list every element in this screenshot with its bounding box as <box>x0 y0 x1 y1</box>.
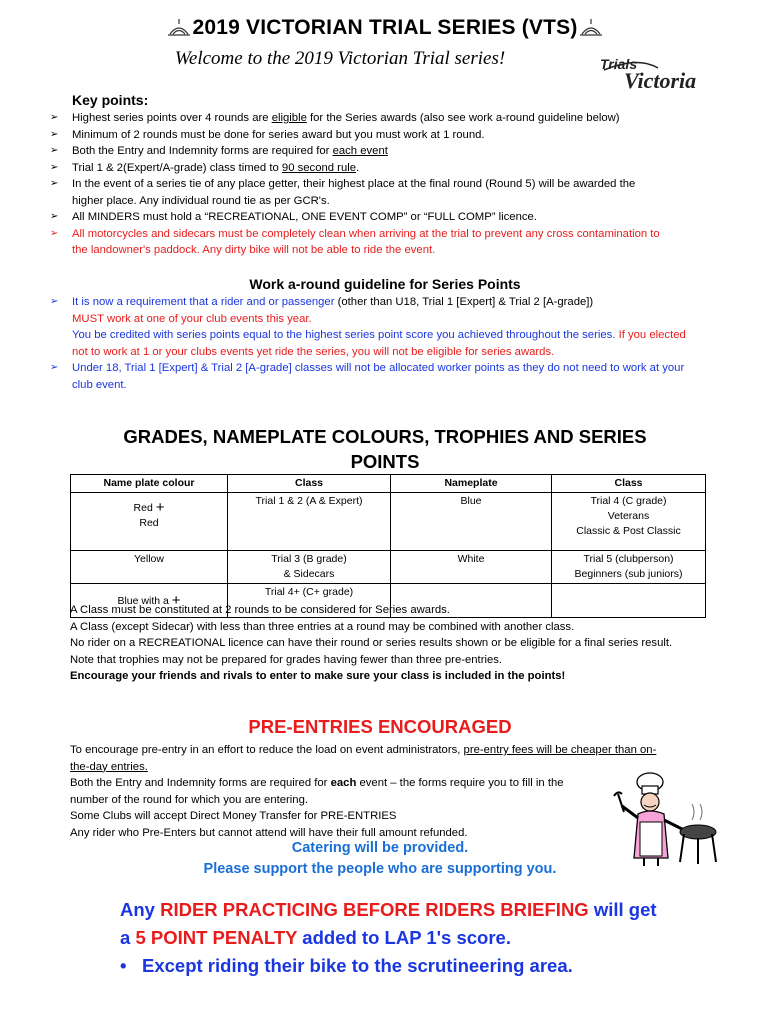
penalty-line: • Except riding their bike to the scrutineering area. <box>120 952 720 980</box>
note: A Class must be constituted at 2 rounds to be considered for Series awards. <box>70 604 450 616</box>
column-header: Class <box>552 475 706 493</box>
grades-notes <box>70 602 690 685</box>
document-title <box>0 16 770 40</box>
note: A Class (except Sidecar) with less than three entries at a round may be combined with another class. <box>70 620 575 633</box>
arrow-bullet-icon: ➢ <box>50 211 59 222</box>
arrow-bullet-icon: ➢ <box>50 128 59 140</box>
penalty-line: a 5 POINT PENALTY added to LAP 1's score. <box>120 927 511 948</box>
arrow-bullet-icon: ➢ <box>50 161 59 173</box>
logo-text-bottom: Victoria <box>624 68 697 93</box>
catering-notice: Catering will be provided. <box>291 840 469 856</box>
ornament-icon <box>166 18 192 36</box>
table-row: Yellow Trial 3 (B grade) & Sidecars White Trial 5 (clubperson) Beginners (sub juniors) <box>71 551 706 584</box>
list-item: ➢ In the event of a series tie of any place getter, their highest place at the final round (Round 5) will be awarded the higher place. Any individual round tie as per GCR's. <box>50 178 636 207</box>
list-item: ➢ Under 18, Trial 1 [Expert] & Trial 2 [A-grade] classes will not be allocated worker points as they do not need to work at your club event. <box>50 362 685 391</box>
arrow-bullet-icon: ➢ <box>50 296 59 307</box>
list-item: ➢ Both the Entry and Indemnity forms are required for each event <box>50 143 665 160</box>
arrow-bullet-icon: ➢ <box>50 112 59 123</box>
paragraph: Any rider who Pre-Enters but cannot attend will have their full amount refunded. <box>70 826 468 839</box>
list-item: ➢ Minimum of 2 rounds must be done for series award but you must work at 1 round. <box>50 127 665 144</box>
work-around-list <box>50 294 690 393</box>
grades-heading: GRADES, NAMEPLATE COLOURS, TROPHIES AND SERIES POINTS <box>123 426 647 472</box>
list-item: ➢ All motorcycles and sidecars must be completely clean when arriving at the trial to prevent any cross contamination to the landowner's paddock. Any dirty bike will not be able to ride the event. <box>50 227 660 256</box>
chef-bbq-icon <box>610 772 720 868</box>
note: Encourage your friends and rivals to enter to make sure your class is included in the points! <box>70 670 566 682</box>
list-item: ➢ All MINDERS must hold a “RECREATIONAL, ONE EVENT COMP” or “FULL COMP” licence. <box>50 209 665 226</box>
paragraph: To encourage pre-entry in an effort to reduce the load on event administrators, pre-entry fees will be cheaper than on-the-day entries. <box>70 744 657 773</box>
list-item: ➢ Trial 1 & 2(Expert/A-grade) class timed to 90 second rule. <box>50 160 665 177</box>
support-notice: Please support the people who are supporting you. <box>203 861 557 877</box>
plus-icon: + <box>171 591 181 609</box>
note: Note that trophies may not be prepared for grades having fewer than three pre-entries. <box>70 653 503 666</box>
key-points-list <box>50 110 665 259</box>
preentry-heading: PRE-ENTRIES ENCOURAGED <box>248 716 512 737</box>
list-item: ➢ Highest series points over 4 rounds are eligible for the Series awards (also see work a-round guideline below) <box>50 110 665 127</box>
work-around-heading: Work a-round guideline for Series Points <box>249 276 521 292</box>
table-row: Red + Red Trial 1 & 2 (A & Expert) Blue Trial 4 (C grade) Veterans Classic & Post Classic <box>71 493 706 551</box>
arrow-bullet-icon: ➢ <box>50 227 59 239</box>
paragraph: Both the Entry and Indemnity forms are required for each event – the forms require you to fill in the number of the round for which you are entering. <box>70 777 564 806</box>
preentry-body <box>70 742 670 841</box>
arrow-bullet-icon: ➢ <box>50 362 59 373</box>
penalty-notice <box>120 896 720 980</box>
ornament-icon <box>578 18 604 36</box>
grades-table <box>70 474 706 618</box>
column-header: Class <box>228 475 391 493</box>
column-header: Nameplate <box>391 475 552 493</box>
key-points-heading: Key points: <box>72 92 149 108</box>
trials-victoria-logo <box>598 52 726 94</box>
paragraph: Some Clubs will accept Direct Money Transfer for PRE-ENTRIES <box>70 810 397 822</box>
welcome-subtitle: Welcome to the 2019 Victorian Trial series! <box>174 48 506 69</box>
note: No rider on a RECREATIONAL licence can have their round or series results shown or be eligible for a final series result. <box>70 637 673 649</box>
table-header-row <box>71 475 706 493</box>
column-header: Name plate colour <box>71 475 228 493</box>
penalty-line: Any RIDER PRACTICING BEFORE RIDERS BRIEFING will get <box>120 899 657 920</box>
arrow-bullet-icon: ➢ <box>50 178 59 189</box>
arrow-bullet-icon: ➢ <box>50 145 59 156</box>
table-row: Blue with a + Trial 4+ (C+ grade) <box>71 584 706 618</box>
plus-icon: + <box>155 499 165 516</box>
title-text: 2019 VICTORIAN TRIAL SERIES (VTS) <box>192 16 578 39</box>
logo-text-top: Trials <box>600 56 638 72</box>
list-item: ➢ It is now a requirement that a rider and or passenger (other than U18, Trial 1 [Expert] & Trial 2 [A-grade]) MUST work at one of your club events this year. You be credited with series points equal to the highest series point score you achieved throughout the series. If you elected not to work at 1 or your clubs events yet ride the series, you will not be eligible for series awards. <box>50 296 686 358</box>
bullet-icon: • <box>120 955 127 976</box>
